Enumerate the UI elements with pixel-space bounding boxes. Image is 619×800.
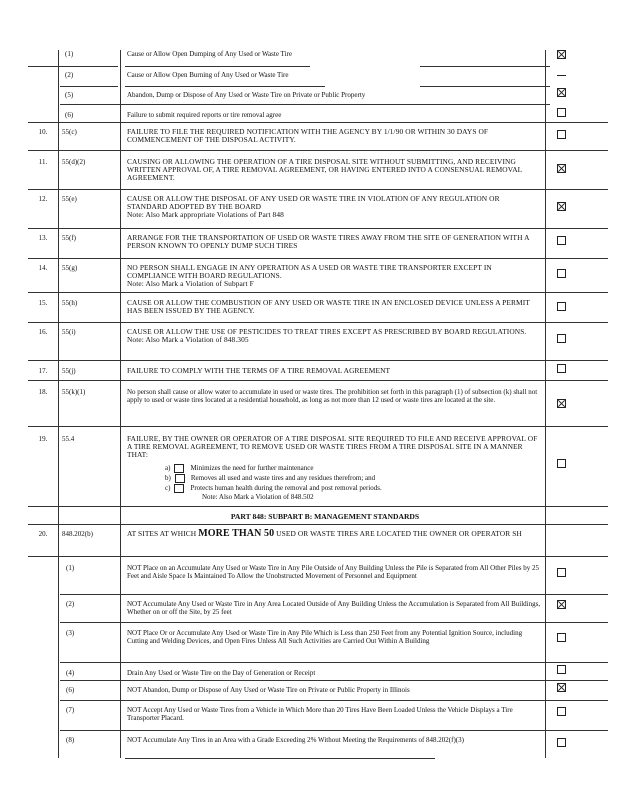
checkbox[interactable] [557,568,566,577]
section-number: 55(g) [62,264,78,272]
violation-text: Drain Any Used or Waste Tire on the Day of Generation or Receipt [127,669,316,677]
checkbox[interactable] [557,334,566,343]
section-number: (5) [65,91,74,99]
sub-checkbox[interactable] [175,474,185,483]
violation-text: Cause or Allow Open Burning of Any Used or Waste Tire [127,71,289,79]
violation-text: CAUSE OR ALLOW THE DISPOSAL OF ANY USED OR WASTE TIRE IN VIOLATION OF ANY REGULATION OR STANDARD ADOPTED BY THE BOARD Note: Also Mark appropriate Violations of Part 848 [127,194,500,220]
section-number: (4) [66,669,75,677]
item-number: 15. [38,299,48,307]
violation-text: CAUSE OR ALLOW THE USE OF PESTICIDES TO TREAT TIRES EXCEPT AS PRESCRIBED BY BOARD REGULATIONS. Note: Also Mark a Violation of 848.305 [127,327,527,345]
checkbox[interactable] [557,738,566,747]
violation-text: NO PERSON SHALL ENGAGE IN ANY OPERATION AS A USED OR WASTE TIRE TRANSPORTER EXCEPT IN COMPLIANCE WITH BOARD REGULATIONS. Note: Also Mark a Violation of Subpart F [127,263,492,289]
checkbox[interactable] [557,364,566,373]
section-number: (2) [66,600,75,608]
checkbox[interactable] [557,459,566,468]
checkbox[interactable] [557,302,566,311]
section-number: 55(c) [62,128,77,136]
checkbox[interactable] [557,269,566,278]
item-number: 12. [38,195,48,203]
violation-text: AT SITES AT WHICH MORE THAN 50 USED OR WASTE TIRES ARE LOCATED THE OWNER OR OPERATOR SH [127,528,522,539]
section-number: (6) [66,686,75,694]
violation-text: NOT Place on an Accumulate Any Used or Waste Tire in Any Pile Outside of Any Building Unless the Pile is Separated from All Other Piles by 25 Feet and Aisle Space Is Maintained To Allow the Unobstructed Movement of Personnel and Equipment [127,564,539,581]
section-number: (3) [66,629,75,637]
checkbox[interactable] [557,108,566,117]
sub-note: Note: Also Mark a Violation of 848.502 [202,493,314,501]
section-number: (2) [65,71,74,79]
checkbox-checked[interactable] [557,600,566,609]
sub-item-label: a) [165,464,171,473]
sub-item [165,474,375,483]
part-title: PART 848: SUBPART B: MANAGEMENT STANDARDS [230,512,420,521]
violation-text: NOT Accept Any Used or Waste Tires from a Vehicle in Which More than 20 Tires Have Been Loaded Unless the Vehicle Displays a Tire Transporter Placard. [127,706,513,723]
section-number: 55(h) [62,299,78,307]
item-number: 18. [38,388,48,396]
sub-item-text: Minimizes the need for further maintenance [190,464,314,473]
checkbox-checked[interactable] [557,88,566,97]
violation-text: ARRANGE FOR THE TRANSPORTATION OF USED OR WASTE TIRES AWAY FROM THE SITE OF GENERATION WITH A PERSON KNOWN TO OPENLY DUMP SUCH TIRES [127,233,530,251]
checkbox-checked[interactable] [557,164,566,173]
violation-text: NOT Accumulate Any Tires in an Area with a Grade Exceeding 2% Without Meeting the Requirements of 848.202(f)(3) [127,736,464,744]
violation-text: NOT Abandon, Dump or Dispose of Any Used or Waste Tire on Private or Public Property in Illinois [127,686,410,694]
checkbox[interactable] [557,236,566,245]
item-number: 20. [38,530,48,538]
item-number: 11. [38,158,48,166]
sub-checkbox[interactable] [174,484,184,493]
sub-item-text: Protects human health during the removal and post removal periods. [190,484,382,493]
sub-item-text: Removes all used and waste tires and any residues therefrom; and [190,474,376,483]
sub-item [165,484,382,493]
checkbox-checked[interactable] [557,50,566,59]
section-number: 848.202(b) [62,530,93,538]
item-number: 10. [38,128,48,136]
item-number: 14. [38,264,48,272]
checkbox[interactable] [557,130,566,139]
checkbox-checked[interactable] [557,399,566,408]
sub-checkbox[interactable] [174,464,184,473]
violation-text: FAILURE TO COMPLY WITH THE TERMS OF A TIRE REMOVAL AGREEMENT [127,366,391,375]
section-number: 55(k)(1) [62,388,86,396]
item-number: 13. [38,234,48,242]
violation-text: FAILURE TO FILE THE REQUIRED NOTIFICATION WITH THE AGENCY BY 1/1/90 OR WITHIN 30 DAYS OF COMMENCEMENT OF THE DISPOSAL ACTIVITY. [127,127,489,145]
violation-text: Abandon, Dump or Dispose of Any Used or Waste Tire on Private or Public Property [127,91,366,99]
section-number: 55(j) [62,367,76,375]
checkbox[interactable] [557,707,566,716]
checkbox-checked[interactable] [557,202,566,211]
section-number: 55(f) [62,234,76,242]
section-number: (1) [66,564,75,572]
violation-text: Failure to submit required reports or tire removal agree [127,111,282,119]
violation-text: CAUSING OR ALLOWING THE OPERATION OF A TIRE DISPOSAL SITE WITHOUT SUBMITTING, AND RECEIVING WRITTEN APPROVAL OF, A TIRE REMOVAL AGREEMENT, OR HAVING ENTERED INTO A CONSENSUAL REMOVAL AGREEMENT. [127,157,522,183]
checkbox-checked[interactable] [557,683,566,692]
section-number: 55(i) [62,328,76,336]
violation-text: NOT Place Or or Accumulate Any Used or Waste Tire in Any Pile Which is Less than 250 Feet from any Potential Ignition Source, including Cutting and Welding Devices, and Open Fires Unless All Such Activities are Carried Out Within A Building [127,629,523,646]
checkbox[interactable] [557,633,566,642]
section-number: (8) [66,736,75,744]
item-number: 17. [38,367,48,375]
sub-item-label: b) [165,474,171,483]
section-number: 55(d)(2) [62,158,86,166]
section-number: (7) [66,706,75,714]
section-number: (6) [65,111,74,119]
section-number: 55.4 [62,435,75,443]
section-number: (1) [65,50,74,58]
violation-text: NOT Accumulate Any Used or Waste Tire in Any Area Located Outside of Any Building Unless the Accumulation is Separated from All Buildings, Whether on or off the Site, by 25 feet [127,600,541,617]
violation-text: Cause or Allow Open Dumping of Any Used or Waste Tire [127,50,292,58]
violation-text: CAUSE OR ALLOW THE COMBUSTION OF ANY USED OR WASTE TIRE IN AN ENCLOSED DEVICE UNLESS A PERMIT HAS BEEN ISSUED BY THE AGENCY. [127,298,530,316]
section-number: 55(e) [62,195,77,203]
item-number: 19. [38,435,48,443]
sub-item [165,464,314,473]
sub-item-label: c) [165,484,171,493]
violation-text: No person shall cause or allow water to accumulate in used or waste tires. The prohibition set forth in this paragraph (1) of subsection (k) shall not apply to used or waste tires located at a residential household, as long as not more than 12 used or waste tires are located at the site. [127,388,538,405]
item-number: 16. [38,328,48,336]
checkbox[interactable] [557,665,566,674]
violation-text: FAILURE, BY THE OWNER OR OPERATOR OF A TIRE DISPOSAL SITE REQUIRED TO FILE AND RECEIVE APPROVAL OF A TIRE REMOVAL AGREEMENT, TO REMOVE USED OR WASTE TIRES FROM A TIRE DISPOSAL SITE IN A MANNER THAT: [127,434,538,460]
checkbox-dash[interactable] [557,71,566,80]
